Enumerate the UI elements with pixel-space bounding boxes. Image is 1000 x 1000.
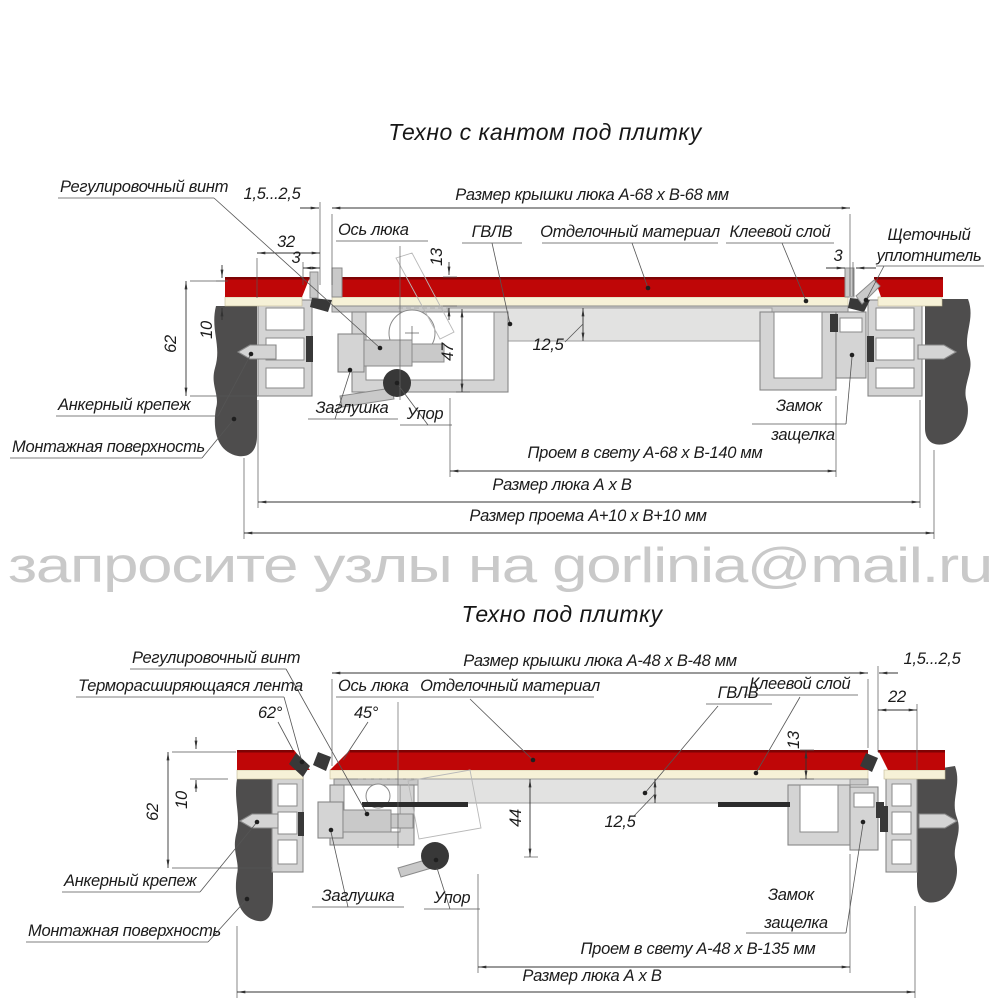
- label-dim-44: 44: [507, 809, 525, 827]
- label-lock-2: защелка: [771, 426, 835, 444]
- tile-left-edge: [225, 277, 310, 280]
- stop-roller: [421, 842, 449, 870]
- tile-right-edge: [878, 750, 945, 753]
- adjusting-screw-body: [364, 340, 412, 366]
- label-gvl: ГВЛВ: [471, 223, 513, 241]
- right-wall: [925, 299, 971, 445]
- label-adjusting-screw: Регулировочный винт: [60, 178, 229, 196]
- label-dim-13: 13: [785, 731, 803, 749]
- label-dim-3-left: 3: [291, 249, 301, 267]
- label-hatch-axis: Ось люка: [338, 221, 409, 239]
- label-brush-seal-1: Щеточный: [887, 226, 971, 244]
- label-lock-1: Замок: [767, 886, 815, 904]
- label-lock-2: защелка: [764, 914, 828, 932]
- label-dim-13: 13: [428, 248, 446, 266]
- label-surface: Монтажная поверхность: [12, 438, 205, 456]
- tile-right: [878, 750, 945, 770]
- latch-hook: [830, 314, 838, 332]
- label-plug: Заглушка: [315, 399, 389, 417]
- glue-layer-left: [237, 770, 303, 779]
- label-dim-32: 32: [277, 233, 295, 251]
- tile-cover: [332, 277, 848, 297]
- latch-rod-right: [718, 802, 790, 807]
- label-dim-47: 47: [439, 343, 457, 361]
- label-dim-10: 10: [198, 321, 216, 339]
- label-stop: Упор: [433, 889, 471, 907]
- latch-rod-left: [362, 802, 468, 807]
- label-angle-62: 62°: [257, 704, 283, 722]
- left-wall: [235, 774, 273, 921]
- label-dim-22: 22: [888, 688, 906, 706]
- diagram-title: Техно с кантом под плитку: [388, 119, 702, 145]
- kant-trim-left: [332, 268, 342, 297]
- label-dim-3-right: 3: [833, 247, 843, 265]
- left-wall: [214, 306, 257, 456]
- diagram-tile-flush: [26, 601, 962, 998]
- label-surface: Монтажная поверхность: [28, 922, 221, 940]
- label-dim-10: 10: [173, 791, 191, 809]
- label-lock-1: Замок: [775, 397, 823, 415]
- right-wall: [917, 766, 959, 903]
- label-finishing: Отделочный материал: [420, 677, 600, 695]
- tile-left-edge: [237, 750, 294, 753]
- plug-body: [338, 334, 364, 372]
- label-dim-12-5: 12,5: [532, 336, 564, 354]
- glue-layer-cover: [330, 770, 868, 779]
- label-plug: Заглушка: [321, 887, 395, 905]
- tile-cover: [330, 750, 868, 770]
- label-hatch-size: Размер люка А х В: [522, 967, 662, 985]
- label-stop: Упор: [406, 405, 444, 423]
- hatch-frame-right: [867, 300, 922, 396]
- label-anchor: Анкерный крепеж: [64, 872, 197, 890]
- gvl-panel: [418, 779, 850, 803]
- label-hatch-size: Размер люка А х В: [492, 476, 632, 494]
- label-dim-62: 62: [162, 335, 180, 353]
- diagram-tile-with-edging: [10, 119, 984, 539]
- label-cover-size: Размер крышки люка А-48 х В-48 мм: [463, 652, 737, 670]
- plug-body: [318, 802, 343, 838]
- label-brush-seal-2: уплотнитель: [876, 247, 982, 265]
- hatch-frame-right: [880, 777, 917, 872]
- label-hatch-axis: Ось люка: [338, 677, 409, 695]
- label-glue: Клеевой слой: [749, 675, 851, 693]
- hinge-assembly: [338, 253, 508, 407]
- glue-layer-right: [884, 770, 945, 779]
- watermark-text: запросите узлы на gorlinia@mail.ru: [8, 539, 992, 593]
- seal-wedge-left: [310, 298, 332, 312]
- thermo-tape-cover: [313, 752, 331, 771]
- latch-hook: [876, 802, 884, 818]
- label-anchor: Анкерный крепеж: [58, 396, 191, 414]
- label-opening-size: Размер проема А+10 х В+10 мм: [469, 507, 707, 525]
- label-gap: 1,5...2,5: [243, 185, 301, 203]
- glue-layer-left: [225, 297, 302, 306]
- tile-right-edge: [874, 277, 943, 280]
- label-gap: 1,5...2,5: [903, 650, 961, 668]
- label-angle-45: 45°: [353, 704, 379, 722]
- label-cover-size: Размер крышки люка А-68 х В-68 мм: [455, 186, 729, 204]
- label-clear-opening: Проем в свету А-48 х В-135 мм: [580, 940, 816, 958]
- glue-layer-right: [878, 297, 942, 306]
- adjusting-screw-tip: [391, 814, 413, 828]
- label-thermo-tape: Терморасширяющаяся лента: [78, 677, 303, 695]
- tile-right: [874, 277, 943, 297]
- kant-trim-left-2: [310, 272, 318, 298]
- tile-cover-edge: [350, 750, 868, 753]
- label-dim-62: 62: [144, 803, 162, 821]
- diagram-title: Техно под плитку: [461, 601, 663, 627]
- label-clear-opening: Проем в свету А-68 х В-140 мм: [527, 444, 763, 462]
- tile-cover-edge: [332, 277, 848, 280]
- glue-layer-cover: [332, 297, 848, 306]
- tile-left: [225, 277, 310, 297]
- label-dim-12-5: 12,5: [604, 813, 636, 831]
- label-finishing: Отделочный материал: [540, 223, 720, 241]
- label-adjusting-screw: Регулировочный винт: [132, 649, 301, 667]
- label-gvl: ГВЛВ: [717, 684, 759, 702]
- label-glue: Клеевой слой: [729, 223, 831, 241]
